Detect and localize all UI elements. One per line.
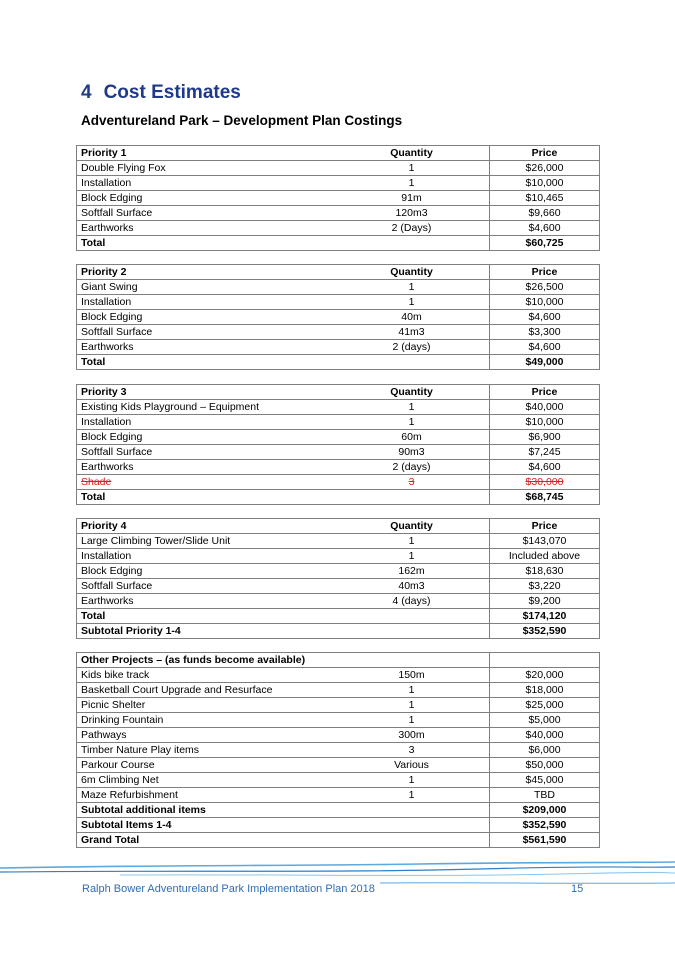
cost-table (76, 652, 600, 848)
cell-quantity: 300m (334, 728, 490, 743)
cell-price: $20,000 (490, 668, 600, 683)
page-subtitle: Adventureland Park – Development Plan Costings (81, 113, 403, 128)
cell-quantity: 150m (334, 668, 490, 683)
cell-price: $10,000 (490, 415, 600, 430)
cell-item: Picnic Shelter (77, 698, 335, 713)
table-row (77, 773, 600, 788)
cell-quantity: 1 (334, 400, 490, 415)
cell-quantity (334, 490, 490, 505)
section-heading (81, 82, 241, 104)
cell-price: $352,590 (490, 624, 600, 639)
header-item: Priority 3 (77, 385, 335, 400)
cell-item: Total (77, 355, 335, 370)
header-price: Price (490, 385, 600, 400)
header-quantity: Quantity (334, 385, 490, 400)
cell-price: $25,000 (490, 698, 600, 713)
cell-item: Block Edging (77, 430, 335, 445)
table-row (77, 325, 600, 340)
table-row (77, 295, 600, 310)
cell-quantity: 91m (334, 191, 490, 206)
header-price: Price (490, 519, 600, 534)
header-item: Other Projects – (as funds become available) (77, 653, 335, 668)
table-row (77, 549, 600, 564)
cell-price: $18,000 (490, 683, 600, 698)
cell-item: Parkour Course (77, 758, 335, 773)
cell-item: Softfall Surface (77, 445, 335, 460)
cell-item: Installation (77, 415, 335, 430)
cell-quantity (334, 624, 490, 639)
table-row (77, 728, 600, 743)
cell-price: $6,900 (490, 430, 600, 445)
cell-price: $561,590 (490, 833, 600, 848)
cell-item: Block Edging (77, 564, 335, 579)
cost-table (76, 518, 600, 639)
table-row (77, 236, 600, 251)
cell-item: Subtotal Items 1-4 (77, 818, 335, 833)
cell-quantity: 3 (334, 743, 490, 758)
table-row (77, 475, 600, 490)
table-row (77, 280, 600, 295)
cell-quantity: 2 (Days) (334, 221, 490, 236)
cell-price: $174,120 (490, 609, 600, 624)
cell-price: $9,200 (490, 594, 600, 609)
cost-table (76, 264, 600, 370)
cell-item: Giant Swing (77, 280, 335, 295)
header-quantity: Quantity (334, 519, 490, 534)
cell-price: TBD (490, 788, 600, 803)
cell-price: $40,000 (490, 400, 600, 415)
cell-price: $10,000 (490, 295, 600, 310)
table-row (77, 594, 600, 609)
cell-item: Total (77, 236, 335, 251)
cell-quantity: 1 (334, 176, 490, 191)
cell-price: $9,660 (490, 206, 600, 221)
cell-item: Total (77, 490, 335, 505)
table-row (77, 191, 600, 206)
cell-item: Earthworks (77, 340, 335, 355)
cell-quantity: 41m3 (334, 325, 490, 340)
section-number: 4 (81, 82, 92, 103)
header-item: Priority 2 (77, 265, 335, 280)
cell-price: $50,000 (490, 758, 600, 773)
table-header-row (77, 146, 600, 161)
cell-item: Softfall Surface (77, 579, 335, 594)
table-header-row (77, 519, 600, 534)
section-title: Cost Estimates (103, 82, 241, 103)
cell-quantity: 1 (334, 788, 490, 803)
table-row (77, 206, 600, 221)
cell-price: $6,000 (490, 743, 600, 758)
table-row (77, 176, 600, 191)
cell-price: $26,500 (490, 280, 600, 295)
table-header-row (77, 653, 600, 668)
cell-item: Large Climbing Tower/Slide Unit (77, 534, 335, 549)
cell-item: Softfall Surface (77, 206, 335, 221)
table-row (77, 400, 600, 415)
cell-item: Installation (77, 549, 335, 564)
header-price: Price (490, 146, 600, 161)
cell-quantity (334, 803, 490, 818)
cost-table (76, 384, 600, 505)
cell-quantity (334, 355, 490, 370)
table-row (77, 758, 600, 773)
table-row (77, 490, 600, 505)
page-number: 15 (571, 883, 584, 895)
table-row (77, 743, 600, 758)
table-row (77, 221, 600, 236)
cell-item: Grand Total (77, 833, 335, 848)
cell-quantity: 40m3 (334, 579, 490, 594)
cell-quantity (334, 236, 490, 251)
table-row (77, 355, 600, 370)
table-row (77, 445, 600, 460)
cell-item: Installation (77, 176, 335, 191)
table-header-row (77, 385, 600, 400)
cell-item: Block Edging (77, 191, 335, 206)
cell-item: Block Edging (77, 310, 335, 325)
cell-item: Shade (77, 475, 335, 490)
cell-item: Subtotal Priority 1-4 (77, 624, 335, 639)
cell-price: $26,000 (490, 161, 600, 176)
cell-quantity: 120m3 (334, 206, 490, 221)
cell-item: Drinking Fountain (77, 713, 335, 728)
cell-quantity: 2 (days) (334, 460, 490, 475)
cost-table (76, 145, 600, 251)
table-row (77, 788, 600, 803)
cell-price: $5,000 (490, 713, 600, 728)
cell-price: $209,000 (490, 803, 600, 818)
cell-price: $3,220 (490, 579, 600, 594)
cell-item: Kids bike track (77, 668, 335, 683)
header-quantity: Quantity (334, 146, 490, 161)
cell-quantity: 1 (334, 713, 490, 728)
cell-item: Earthworks (77, 221, 335, 236)
cell-quantity: 3 (334, 475, 490, 490)
cell-item: Earthworks (77, 594, 335, 609)
cell-item: Installation (77, 295, 335, 310)
table-row (77, 683, 600, 698)
cell-item: Existing Kids Playground – Equipment (77, 400, 335, 415)
cell-quantity: 40m (334, 310, 490, 325)
cell-quantity: 1 (334, 698, 490, 713)
cell-item: Timber Nature Play items (77, 743, 335, 758)
cell-quantity: 2 (days) (334, 340, 490, 355)
table-row (77, 310, 600, 325)
table-row (77, 698, 600, 713)
cell-quantity: 1 (334, 295, 490, 310)
table-row (77, 340, 600, 355)
cell-price: $18,630 (490, 564, 600, 579)
cell-quantity (334, 818, 490, 833)
cell-quantity: 1 (334, 161, 490, 176)
cell-quantity: 1 (334, 683, 490, 698)
cell-price: $4,600 (490, 221, 600, 236)
cell-item: Basketball Court Upgrade and Resurface (77, 683, 335, 698)
cell-item: Double Flying Fox (77, 161, 335, 176)
table-row (77, 430, 600, 445)
table-row (77, 818, 600, 833)
table-row (77, 668, 600, 683)
header-quantity (334, 653, 490, 668)
cell-quantity: 1 (334, 534, 490, 549)
table-row (77, 609, 600, 624)
cell-quantity: Various (334, 758, 490, 773)
cell-price: $10,465 (490, 191, 600, 206)
header-price: Price (490, 265, 600, 280)
header-item: Priority 4 (77, 519, 335, 534)
cell-quantity (334, 609, 490, 624)
cell-quantity: 162m (334, 564, 490, 579)
header-quantity: Quantity (334, 265, 490, 280)
cell-item: Maze Refurbishment (77, 788, 335, 803)
cell-price: $40,000 (490, 728, 600, 743)
cell-quantity: 1 (334, 773, 490, 788)
cell-item: Earthworks (77, 460, 335, 475)
cell-item: 6m Climbing Net (77, 773, 335, 788)
table-row (77, 833, 600, 848)
cell-quantity: 1 (334, 280, 490, 295)
cell-quantity: 90m3 (334, 445, 490, 460)
cell-price: $49,000 (490, 355, 600, 370)
table-row (77, 415, 600, 430)
cell-price: $4,600 (490, 340, 600, 355)
cell-quantity: 1 (334, 415, 490, 430)
cell-price: $30,000 (490, 475, 600, 490)
cell-price: $4,600 (490, 310, 600, 325)
header-item: Priority 1 (77, 146, 335, 161)
table-row (77, 460, 600, 475)
cell-item: Softfall Surface (77, 325, 335, 340)
cell-quantity: 1 (334, 549, 490, 564)
cell-quantity: 60m (334, 430, 490, 445)
cell-price: Included above (490, 549, 600, 564)
cell-quantity: 4 (days) (334, 594, 490, 609)
table-header-row (77, 265, 600, 280)
cell-price: $4,600 (490, 460, 600, 475)
table-row (77, 803, 600, 818)
cell-item: Subtotal additional items (77, 803, 335, 818)
header-price (490, 653, 600, 668)
table-row (77, 564, 600, 579)
cell-item: Total (77, 609, 335, 624)
cell-quantity (334, 833, 490, 848)
table-row (77, 534, 600, 549)
table-row (77, 713, 600, 728)
cell-price: $7,245 (490, 445, 600, 460)
footer-title: Ralph Bower Adventureland Park Implementation Plan 2018 (82, 883, 375, 895)
cell-price: $352,590 (490, 818, 600, 833)
cell-price: $68,745 (490, 490, 600, 505)
cell-price: $143,070 (490, 534, 600, 549)
table-row (77, 161, 600, 176)
cell-item: Pathways (77, 728, 335, 743)
table-row (77, 624, 600, 639)
table-row (77, 579, 600, 594)
cell-price: $3,300 (490, 325, 600, 340)
cell-price: $45,000 (490, 773, 600, 788)
cell-price: $10,000 (490, 176, 600, 191)
cell-price: $60,725 (490, 236, 600, 251)
